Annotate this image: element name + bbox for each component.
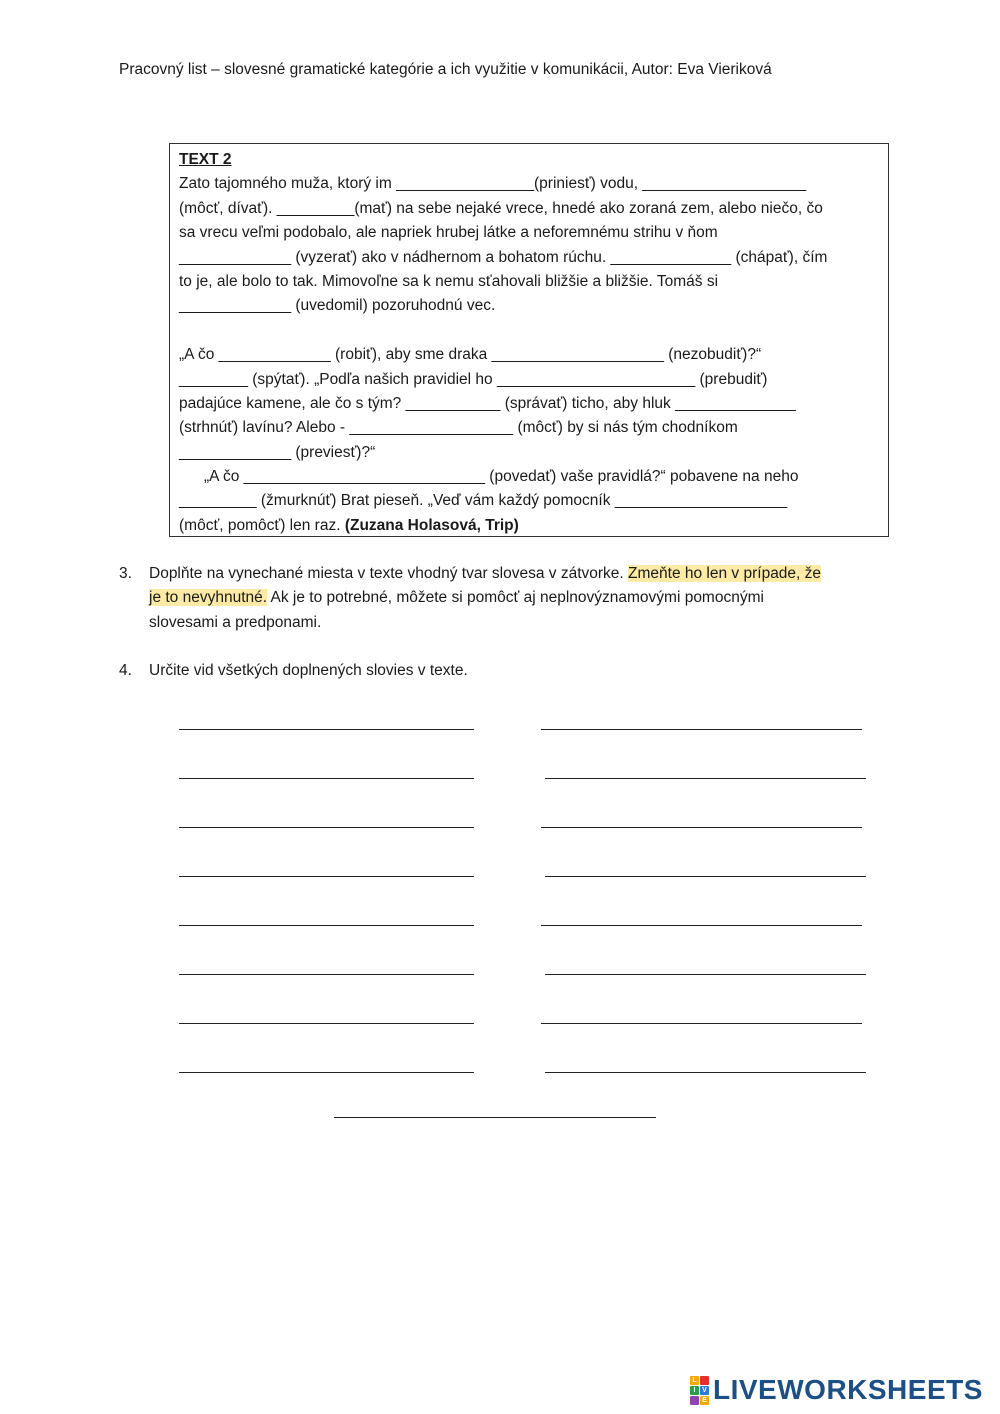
- logo-tile: V: [700, 1386, 709, 1395]
- task-3-text: Ak je to potrebné, môžete si pomôcť aj neplnovýznamovými pomocnými: [267, 589, 764, 607]
- answer-line-left[interactable]: [179, 778, 474, 779]
- task-3-number: 3.: [119, 565, 132, 582]
- text-line: (môcť, dívať). _________(mať) na sebe nejaké vrece, hnedé ako zoraná zem, alebo niečo, čo: [179, 199, 823, 217]
- text-line: (strhnúť) lavínu? Alebo - ___________________ (môcť) by si nás tým chodníkom: [179, 419, 738, 437]
- highlighted-text: je to nevyhnutné.: [149, 589, 268, 607]
- liveworksheets-logo: [690, 1375, 983, 1405]
- text-line: sa vrecu veľmi podobalo, ale napriek hrubej látke a neforemnému strihu v ňom: [179, 224, 718, 242]
- paragraph-spacer: [179, 319, 879, 343]
- task-3-text: Doplňte na vynechané miesta v texte vhodný tvar slovesa v zátvorke.: [149, 565, 629, 582]
- task-4: [119, 659, 899, 685]
- answer-line-left[interactable]: [179, 974, 474, 975]
- task-3-body: [149, 562, 821, 635]
- text2-box: [169, 143, 889, 537]
- logo-tile: L: [690, 1376, 699, 1385]
- text-line: Zato tajomného muža, ktorý im ________________(priniesť) vodu, ___________________: [179, 175, 807, 193]
- answer-line-right[interactable]: [541, 827, 862, 828]
- text2-title: TEXT 2: [179, 151, 232, 168]
- logo-text: LIVEWORKSHEETS: [713, 1374, 983, 1405]
- text-line: „A čo _____________ (robiť), aby sme draka ____________________ (nezobudiť)?“: [179, 346, 762, 364]
- text-line: ________ (spýtať). „Podľa našich pravidiel ho _______________________ (prebudiť): [179, 370, 768, 388]
- answer-line-left[interactable]: [179, 729, 474, 730]
- text-line: _________ (žmurknúť) Brat pieseň. „Veď vám každý pomocník ____________________: [179, 492, 788, 510]
- answer-line-right[interactable]: [541, 1023, 862, 1024]
- answer-line-right[interactable]: [545, 974, 866, 975]
- text-line-plain: (môcť, pomôcť) len raz.: [179, 516, 345, 534]
- task-4-number: 4.: [119, 662, 132, 679]
- text2-paragraph-2: [179, 343, 879, 538]
- text-line: _____________ (vyzerať) ako v nádhernom a bohatom rúchu. ______________ (chápať), čím: [179, 248, 828, 266]
- answer-line-right[interactable]: [541, 925, 862, 926]
- logo-tile: [700, 1376, 709, 1385]
- answer-line-left[interactable]: [179, 876, 474, 877]
- task-3-line-2: [149, 586, 821, 610]
- task-3-line-3: slovesami a predponami.: [149, 613, 322, 631]
- text-line: padajúce kamene, ale čo s tým? ___________ (správať) ticho, aby hluk ______________: [179, 394, 796, 412]
- logo-tile: [690, 1396, 699, 1405]
- answer-line-left[interactable]: [179, 925, 474, 926]
- answer-line-left[interactable]: [179, 1072, 474, 1073]
- text-line: _____________ (uvedomil) pozoruhodnú vec.: [179, 297, 496, 315]
- answer-line-left[interactable]: [179, 827, 474, 828]
- text-line: to je, ale bolo to tak. Mimovoľne sa k nemu sťahovali bližšie a bližšie. Tomáš si: [179, 272, 719, 290]
- answer-line-center[interactable]: [334, 1117, 656, 1118]
- text-line-indented: „A čo ____________________________ (povedať) vaše pravidlá?“ pobavene na neho: [204, 468, 799, 486]
- logo-icon: [690, 1376, 709, 1405]
- text-line-citation: [179, 514, 879, 538]
- logo-tile: E: [700, 1396, 709, 1405]
- answer-line-left[interactable]: [179, 1023, 474, 1024]
- logo-tile: I: [690, 1386, 699, 1395]
- task-3: [119, 562, 899, 637]
- text2-paragraph-1: [179, 172, 879, 318]
- citation: (Zuzana Holasová, Trip): [344, 516, 519, 534]
- answer-line-right[interactable]: [545, 876, 866, 877]
- answer-line-right[interactable]: [545, 778, 866, 779]
- answer-line-right[interactable]: [545, 1072, 866, 1073]
- answer-line-right[interactable]: [541, 729, 862, 730]
- task-3-line-1: [149, 562, 821, 586]
- task-4-text: Určite vid všetkých doplnených slovies v texte.: [149, 662, 468, 679]
- page-header: Pracovný list – slovesné gramatické kategórie a ich využitie v komunikácii, Autor: Eva Vieriková: [119, 61, 772, 78]
- highlighted-text: Zmeňte ho len v prípade, že: [628, 565, 822, 582]
- text-line: _____________ (previesť)?“: [179, 443, 376, 461]
